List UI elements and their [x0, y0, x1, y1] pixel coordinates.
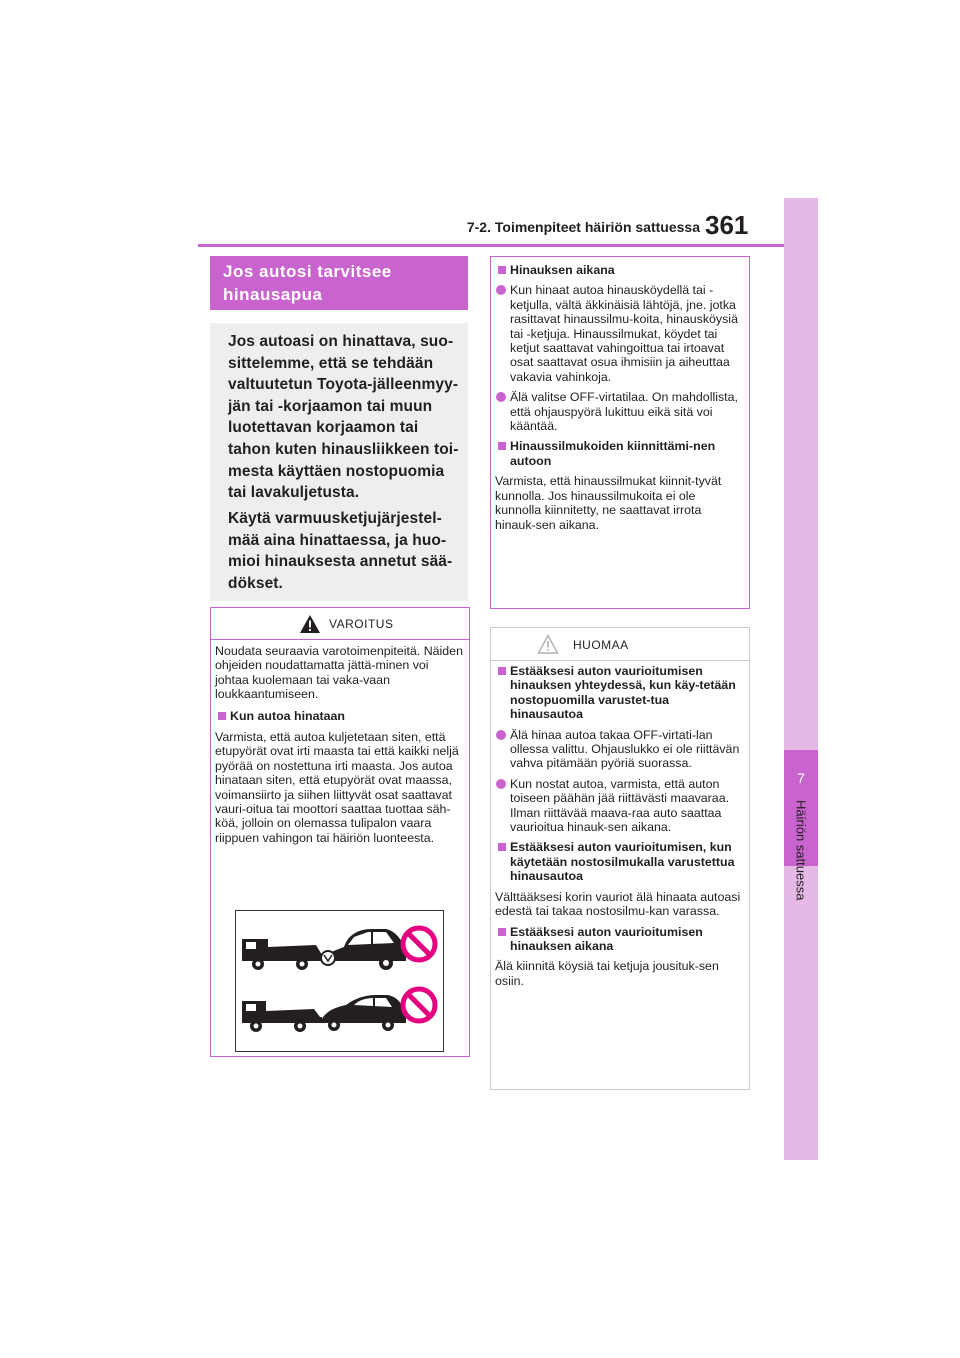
- chapter-label: [784, 800, 818, 950]
- note-bullet-1: Älä hinaa autoa takaa OFF-virtati-lan ollessa valittu. Ohjauslukko ei ole riittävän vahva pitämään pyöriä suorassa.: [495, 728, 745, 771]
- note-bullet-2: Kun nostat autoa, varmista, että auton toiseen päähän jää riittävästi maavaraa. Ilman riittävää maava-raa auto saattaa vaurioitua hinauk-sen aikana.: [495, 777, 745, 835]
- subheading-towing: Hinauksen aikana: [495, 263, 745, 277]
- note-text-2: Välttääksesi korin vauriot älä hinaata autoasi edestä tai takaa nostosilmu-kan varassa.: [495, 889, 741, 919]
- note-header-rule: [491, 660, 749, 661]
- section-heading: Jos autosi tarvitsee hinausapua: [223, 262, 392, 304]
- warning-header-rule: [211, 639, 469, 640]
- note-content: [495, 664, 745, 994]
- warning-label: VAROITUS: [329, 617, 394, 631]
- bullet-towing-rope: Kun hinaat autoa hinausköydellä tai -ketjulla, vältä äkkinäisiä lähtöjä, jne. jotka rasittavat hinaussilmu-koita, hinausköysiä tai -ketjuja. Hinaussilmukat, köydet tai ketjut saattavat vahingoittua tai irtoavat osat saattavat osua ihmisiin ja aiheuttaa vakavia vahinkoja.: [495, 283, 745, 384]
- intro-box: [210, 323, 468, 601]
- towing-illustration: [235, 910, 444, 1052]
- side-tab-strip: [784, 198, 818, 1160]
- warning-continued-content: [495, 263, 745, 538]
- note-text-3: Älä kiinnitä köysiä tai ketjuja jousituk-sen osiin.: [495, 959, 719, 988]
- warning-header: [211, 608, 469, 636]
- tow-eyelet-text: Varmista, että hinaussilmukat kiinnit-tyvät kunnolla. Jos hinaussilmukoita ei ole kunnolla kiinnitetty, ne saattavat irrota hinauk-sen aikana.: [495, 474, 722, 532]
- warning-text: Varmista, että autoa kuljetetaan siten, että etupyörät ovat irti maasta tai että kaikki neljä pyörää on nostettuna irti maasta. Jos autoa hinataan siten, että etupyörät ovat maassa, voimansiirto ja siihen liittyvät osat saattavat vauri-oitua tai moottori saattaa tuottaa säh-köä, jolloin on olemassa tulipalon vaara riippuen vahingon tai häiriön luonteesta.: [215, 730, 459, 845]
- intro-paragraph-2: Käytä varmuusketjujärjestel-mää aina hinattaessa, ja huo-mioi hinauksesta annetut sää-dökset.: [228, 510, 453, 592]
- warning-intro: Noudata seuraavia varotoimenpiteitä. Näiden ohjeiden noudattamatta jättä-minen voi johtaa kuolemaan tai vaka-vaan loukkaantumiseen.: [215, 644, 463, 702]
- subheading-tow-eyelet: Hinaussilmukoiden kiinnittämi-nen autoon: [495, 439, 745, 468]
- prohibited-icon: [403, 989, 435, 1021]
- note-box: [490, 627, 750, 1090]
- note-subheading-2: Estääksesi auton vaurioitumisen, kun käytetään nostosilmukalla varustettua hinausautoa: [495, 840, 745, 883]
- chapter-number: 7: [797, 770, 805, 786]
- section-title: 7-2. Toimenpiteet häiriön sattuessa: [466, 219, 700, 235]
- note-subheading-3: Estääksesi auton vaurioitumisen hinauksen aikana: [495, 925, 745, 954]
- tow-truck-dolly-icon: [242, 995, 406, 1032]
- prohibited-icon: [403, 928, 435, 960]
- bullet-power-mode: Älä valitse OFF-virtatilaa. On mahdollista, että ohjauspyörä lukittuu eikä sitä voi kääntää.: [495, 390, 745, 433]
- page-number: 361: [705, 210, 749, 240]
- warning-subheading: Kun autoa hinataan: [215, 709, 465, 723]
- header-divider: [198, 244, 784, 247]
- note-header: [491, 628, 749, 656]
- warning-content: [215, 644, 465, 852]
- caution-triangle-icon: [537, 634, 559, 654]
- note-label: HUOMAA: [573, 638, 629, 652]
- intro-paragraph-1: Jos autoasi on hinattava, suo-sittelemme, että se tehdään valtuutetun Toyota-jälleenmyy-jän tai -korjaamon tai muun luotettavan korjaamon tai tahon kuten hinausliikkeen toi-mesta käyttäen nostopuomia tai lavakuljetusta.: [228, 333, 459, 502]
- tow-truck-hook-icon: [242, 929, 406, 970]
- note-subheading-1: Estääksesi auton vaurioitumisen hinauksen yhteydessä, kun käy-tetään nostopuomilla varustet-tua hinausautoa: [495, 664, 745, 722]
- section-heading-box: [210, 256, 468, 310]
- warning-triangle-icon: [299, 614, 321, 634]
- warning-continued-box: [490, 256, 750, 609]
- chapter-label-text: Häiriön sattuessa: [793, 800, 809, 901]
